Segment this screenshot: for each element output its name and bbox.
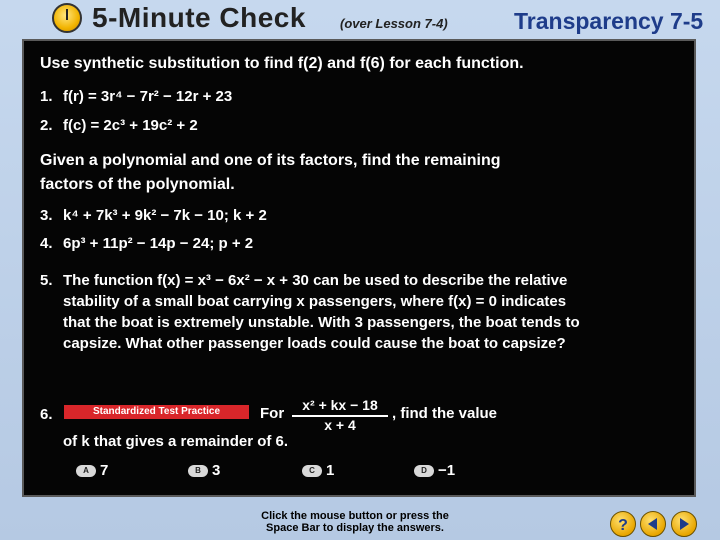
lesson-subtitle: (over Lesson 7-4) bbox=[340, 16, 448, 31]
transparency-label: Transparency 7-5 bbox=[514, 8, 704, 34]
answer-choice-d[interactable] bbox=[414, 462, 455, 479]
standardized-test-badge: Standardized Test Practice bbox=[64, 405, 249, 419]
question-5-text: The function f(x) = x³ − 6x² − x + 30 can be used to describe the relative stability of a small boat carrying x passengers, where f(x) = 0 indicates that the boat is extremely unstable. With 3 passengers, the boat tends to capsize. What other passenger loads could cause the boat to capsize? bbox=[63, 272, 580, 352]
choice-letter: A bbox=[76, 465, 96, 477]
item-number: 1. bbox=[40, 88, 53, 105]
choice-value: −1 bbox=[438, 462, 456, 479]
choice-value: 7 bbox=[100, 462, 109, 479]
choice-letter: C bbox=[302, 465, 322, 477]
question-6-after: , find the value bbox=[392, 405, 498, 422]
fraction-denominator: x + 4 bbox=[324, 417, 356, 433]
instruction-synthetic: Use synthetic substitution to find f(2) and f(6) for each function. bbox=[40, 55, 524, 72]
question-6-line2: of k that gives a remainder of 6. bbox=[63, 433, 289, 450]
choice-letter: D bbox=[414, 465, 434, 477]
answer-choice-a[interactable] bbox=[76, 462, 108, 479]
back-arrow-icon bbox=[641, 512, 665, 536]
choice-value: 3 bbox=[212, 462, 221, 479]
item-text: 6p³ + 11p² − 14p − 24; p + 2 bbox=[63, 235, 254, 252]
clock-icon bbox=[52, 3, 82, 33]
fraction bbox=[292, 397, 388, 433]
item-text: f(c) = 2c³ + 19c² + 2 bbox=[63, 117, 198, 134]
page-title: 5-Minute Check bbox=[92, 2, 306, 33]
item-number: 5. bbox=[40, 272, 53, 289]
item-text: k⁴ + 7k³ + 9k² − 7k − 10; k + 2 bbox=[63, 207, 267, 224]
header bbox=[0, 0, 720, 40]
item-text: f(r) = 3r⁴ − 7r² − 12r + 23 bbox=[63, 88, 233, 105]
choice-value: 1 bbox=[326, 462, 335, 479]
item-number: 4. bbox=[40, 235, 53, 252]
footer-instruction: Click the mouse button or press the Space Bar to display the answers. bbox=[261, 510, 449, 534]
answer-choice-c[interactable] bbox=[302, 462, 334, 479]
forward-button[interactable] bbox=[671, 511, 697, 537]
item-number: 2. bbox=[40, 117, 53, 134]
fraction-numerator: x² + kx − 18 bbox=[292, 397, 388, 417]
instruction-factors-line2: factors of the polynomial. bbox=[40, 176, 235, 193]
item-number: 3. bbox=[40, 207, 53, 224]
choice-letter: B bbox=[188, 465, 208, 477]
item-number: 6. bbox=[40, 406, 53, 423]
back-button[interactable] bbox=[640, 511, 666, 537]
help-icon bbox=[611, 512, 635, 536]
question-6-for: For bbox=[260, 405, 285, 422]
instruction-factors-line1: Given a polynomial and one of its factors, find the remaining bbox=[40, 152, 501, 169]
help-glyph: ? bbox=[618, 517, 628, 534]
answer-choice-b[interactable] bbox=[188, 462, 220, 479]
content-panel bbox=[22, 39, 696, 497]
help-button[interactable] bbox=[610, 511, 636, 537]
forward-arrow-icon bbox=[672, 512, 696, 536]
